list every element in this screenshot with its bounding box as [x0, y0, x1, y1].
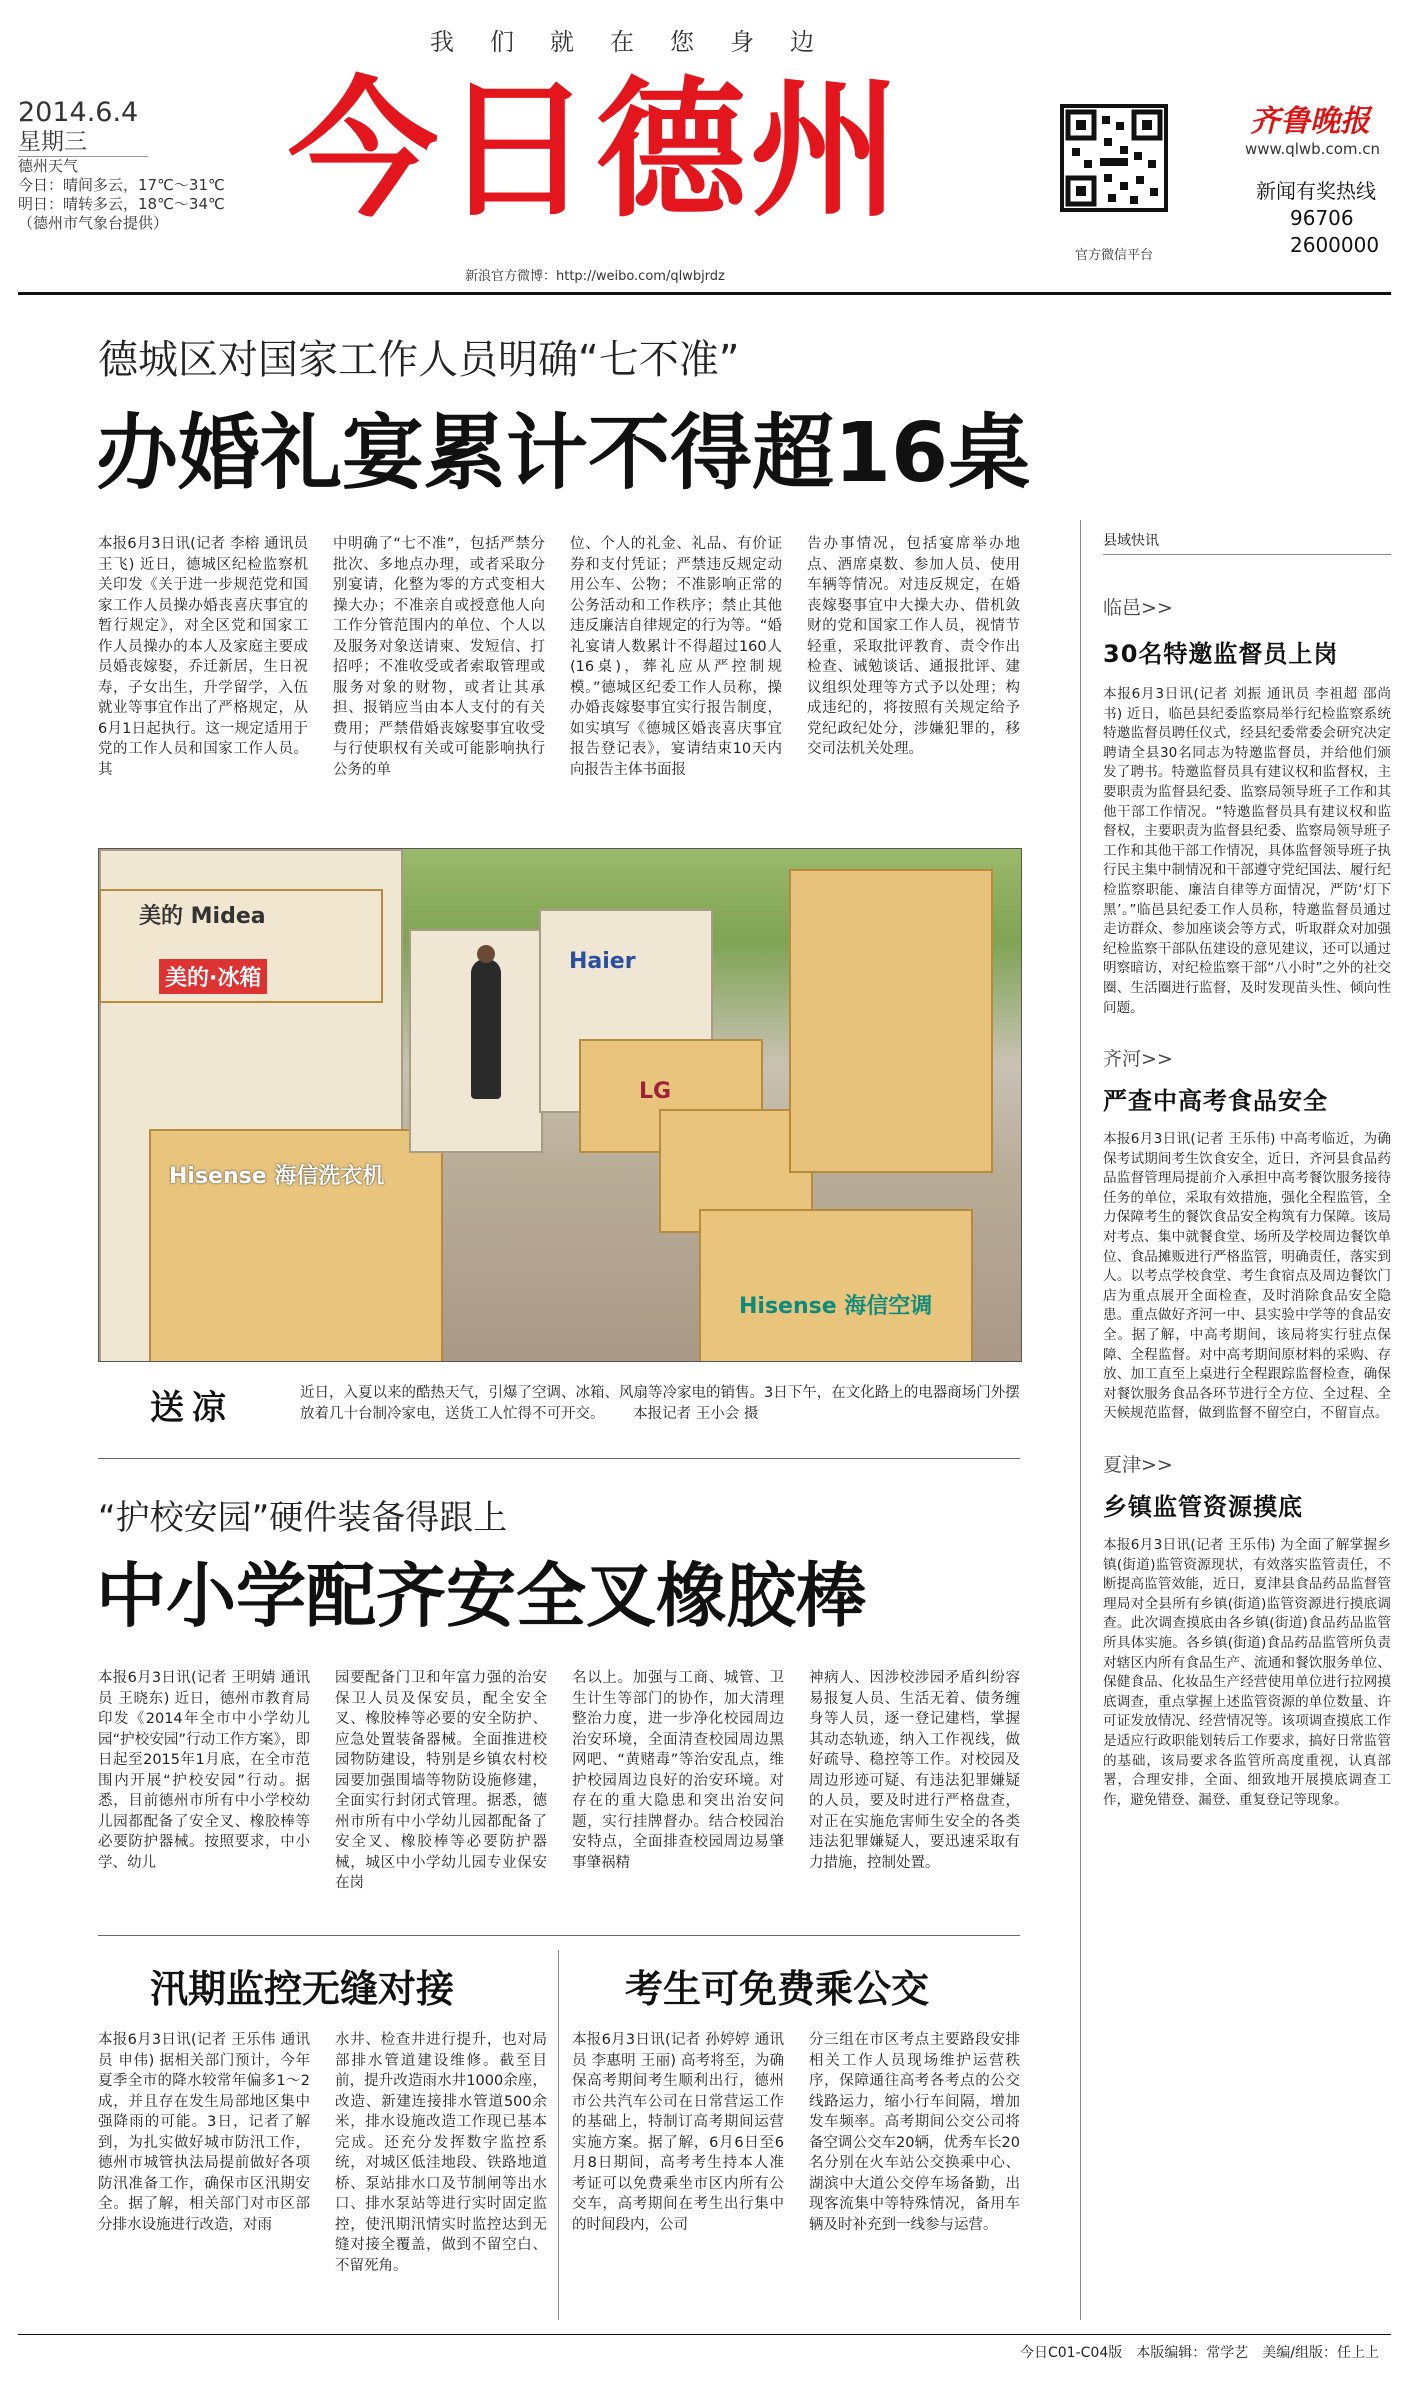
- photo-label-midea: 美的 Midea: [139, 904, 266, 929]
- lead-col-3: 位、个人的礼金、礼品、有价证券和支付凭证；严禁违反规定动用公车、公物；不准影响正常的公务活动和工作秩序；禁止其他违反廉洁自律规定的行为等。“婚礼宴请人数累计不得超过160人(16桌)，葬礼应从严控制规模。”德城区纪委工作人员称，操办婚丧嫁娶事宜实行报告制度，如实填写《德城区婚丧喜庆事宜报告登记表》，宴请结束10天内向报告主体书面报: [570, 536, 782, 778]
- brand-url[interactable]: www.qlwb.com.cn: [1245, 140, 1380, 158]
- hotline-number-1: 96706: [1290, 206, 1354, 230]
- second-col-2: 园要配备门卫和年富力强的治安保卫人员及保安员，配全安全叉、橡胶棒等必要的安全防护、应急处置装备器械。全面推进校园物防建设，特别是乡镇农村校园要加强围墙等物防设施修建，全面实行封闭式管理。据悉，德州市所有中小学幼儿园都配备了安全叉、橡胶棒等必要防护器械，城区中小学幼儿园专业保安在岗: [335, 1670, 547, 1891]
- masthead-divider: [18, 292, 1391, 295]
- exam-col-1: 本报6月3日讯(记者 孙婷婷 通讯员 李惠明 王丽) 高考将至，为确保高考期间考生顺利出行，德州市公共汽车公司在日常营运工作的基础上，特制订高考期间运营实施方案。据了解，6月6日至6月8日期间，高考考生持本人准考证可以免费乘坐市区内所有公交车，高考期间在考生出行集中的时间段内，公司: [572, 2032, 784, 2233]
- issue-date: 2014.6.4: [18, 97, 139, 128]
- flood-col-2: 水井、检查井进行提升，也对局部排水管道建设维修。截至目前，提升改造雨水井1000余座，改造、新建连接排水管道500余米，排水设施改造工作现已基本完成。还充分发挥数字监控系统，对城区低洼地段、铁路地道桥、泵站排水口及节制闸等出水口、排水泵站等进行实时固定监控，使汛期汛情实时监控达到无缝对接全覆盖，做到不留空白、不留死角。: [335, 2032, 547, 2274]
- lead-kicker: 德城区对国家工作人员明确“七不准”: [98, 337, 740, 383]
- second-col-3: 名以上。加强与工商、城管、卫生计生等部门的协作，加大清理整治力度，进一步净化校园周边治安环境，全面清查校园周边黑网吧、“黄赌毒”等治安乱点，维护校园周边良好的治安环境。对存在的重大隐患和突出治安问题，实行挂牌督办。结合校园治安特点，全面排查校园周边易肇事肇祸精: [572, 1670, 784, 1871]
- sidebar-place-xiajin: 夏津>>: [1103, 1454, 1173, 1476]
- sidebar-body-linyi: 本报6月3日讯(记者 刘振 通讯员 李祖超 邵尚书) 近日，临邑县纪委监察局举行纪检监察系统特邀监督员聘任仪式，经县纪委常委会研究决定聘请全县30名同志为特邀监督员，并给他们颁发了聘书。特邀监督员具有建议权和监督权，主要职责为监督县纪委、监察局领导班子工作和其他干部工作情况。“特邀监督员具有建议权和监督权，主要职责为监督县纪委、监察局领导班子工作和其他干部工作情况，具体监督领导班子执行民主集中制情况和干部遵守党纪国法、履行纪检监察职能、廉洁自律等方面情况，严防‘灯下黑’。”临邑县纪委工作人员称，特邀监督员通过走访群众、参加座谈会等方式，听取群众对加强纪检监察干部队伍建设的意见建议，还可以通过明察暗访，对纪检监察干部“八小时”之外的社交圈、生活圈进行监督，及时发现苗头性、倾向性问题。: [1103, 686, 1391, 1016]
- paper-title: 今日德州: [288, 62, 905, 238]
- second-headline: 中小学配齐安全叉橡胶棒: [96, 1555, 866, 1637]
- sidebar-body-qihe: 本报6月3日讯(记者 王乐伟) 中高考临近，为确保考试期间考生饮食安全，近日，齐河县食品药品监督管理局提前介入承担中高考餐饮服务接待任务的单位，采取有效措施，强化全程监管，全力保障考生的餐饮食品安全构筑有力保障。该局对考点、集中就餐食堂、场所及学校周边餐饮单位、食品摊贩进行严格监管，明确责任，落实到人。以考点学校食堂、考生食宿点及周边餐饮门店为重点展开全面检查，及时消除食品安全隐患。重点做好齐河一中、县实验中学等的食品安全。据了解，中高考期间，该局将实行驻点保障、全程监督。对中高考期间原材料的采购、存放、加工直至上桌进行全程跟踪监督检查，确保对餐饮服务食品各环节进行全方位、全过程、全天候规范监督，做到监督不留空白，不留盲点。: [1103, 1131, 1391, 1422]
- section-divider-2: [98, 1935, 1020, 1936]
- second-col-1: 本报6月3日讯(记者 王明婧 通讯员 王晓东) 近日，德州市教育局印发《2014年全市中小学幼儿园“护校安园”行动工作方案》，即日起至2015年1月底，在全市范围内开展“护校安园”行动。据悉，目前德州市所有中小学校幼儿园都配备了安全叉、橡胶棒等必要防护器械。按照要求，中小学、幼儿: [98, 1670, 310, 1871]
- sidebar-divider: [1080, 520, 1081, 2320]
- sidebar-tag: 县域快讯: [1103, 530, 1391, 555]
- masthead-slogan: 我们就在您身边: [430, 28, 850, 56]
- second-col-4: 神病人、因涉校涉园矛盾纠纷容易报复人员、生活无着、债务缠身等人员，逐一登记建档，掌握其动态轨迹，纳入工作视线，做好疏导、稳控等工作。对校园及周边形迹可疑、有违法犯罪嫌疑的人员，要及时进行严格盘查，对正在实施危害师生安全的各类违法犯罪嫌疑人，要迅速采取有力措施，控制处置。: [809, 1670, 1020, 1871]
- footer-credits: 今日C01-C04版 本版编辑：常学艺 美编/组版：任上上: [1020, 2345, 1379, 2361]
- lead-col-1: 本报6月3日讯(记者 李榕 通讯员 王飞) 近日，德城区纪检监察机关印发《关于进一步规范党和国家工作人员操办婚丧喜庆事宜的暂行规定》，对全区党和国家工作人员操办的本人及家庭主要成员婚丧嫁娶，乔迁新居，生日祝寿，子女出生，升学留学，入伍就业等事宜作出了严格规定，从6月1日起执行。这一规定适用于党的工作人员和国家工作人员。其: [98, 536, 308, 778]
- flood-col-1: 本报6月3日讯(记者 王乐伟 通讯员 申伟) 据相关部门预计，今年夏季全市的降水较常年偏多1～2成，并且存在发生局部地区集中强降雨的可能。3日，记者了解到，为扎实做好城市防汛工作，德州市城管执法局提前做好各项防汛准备工作，确保市区汛期安全。据了解，相关部门对市区部分排水设施进行改造，对雨: [98, 2032, 310, 2233]
- qr-code: [1060, 104, 1168, 212]
- footer-divider: [18, 2334, 1391, 2335]
- weather-today: 今日：晴间多云，17℃～31℃: [18, 176, 225, 194]
- photo-label-lg: LG: [639, 1079, 672, 1104]
- sidebar-body-xiajin: 本报6月3日讯(记者 王乐伟) 为全面了解掌握乡镇(街道)监管资源现状，有效落实监管责任，不断提高监管效能，近日，夏津县食品药品监督管理局对全县所有乡镇(街道)监管资源进行摸底调查。此次调查摸底由各乡镇(街道)食品药品监管所具体实施。各乡镇(街道)食品药品监管所负责对辖区内所有食品生产、流通和餐饮服务单位、保健食品、化妆品生产经营使用单位进行拉网摸底调查，重点掌握上述监管资源的单位数量、许可证发放情况、经营情况等。该项调查摸底工作是适应行政职能划转后工作要求，搞好日常监管的基础，该局要求各监管所高度重视，认真部署，合理安排，全面、细致地开展摸底调查工作，避免错登、漏登、重复登记等现象。: [1103, 1537, 1391, 1808]
- weather-source: （德州市气象台提供）: [18, 214, 169, 232]
- weibo-link[interactable]: 新浪官方微博：http://weibo.com/qlwbjrdz: [465, 269, 725, 284]
- brand-logo: 齐鲁晚报: [1250, 104, 1370, 139]
- photo-caption-text: 近日，入夏以来的酷热天气，引爆了空调、冰箱、风扇等冷家电的销售。3日下午，在文化路上的电器商场门外摆放着几十台制冷家电，送货工人忙得不可开交。: [300, 1385, 1020, 1422]
- lead-col-2: 中明确了“七不准”，包括严禁分批次、多地点办理，或者采取分别宴请，化整为零的方式变相大操大办；不准亲自或授意他人向工作分管范围内的单位、个人以及服务对象送请柬、发短信、打招呼；不准收受或者索取管理或服务对象的财物，或者让其承担、报销应当由本人支付的有关费用；严禁借婚丧嫁娶事宜收受与行使职权有关或可能影响执行公务的单: [333, 536, 545, 778]
- photo-caption: [300, 1383, 1020, 1425]
- photo-label-midea-fridge: 美的·冰箱: [159, 959, 267, 994]
- date-weather-box: [18, 98, 278, 233]
- exam-col-2: 分三组在市区考点主要路段安排相关工作人员现场维护运营秩序，保障通往高考各考点的公交线路运力，缩小行车间隔，增加发车频率。高考期间公交公司将备空调公交车20辆，优秀车长20名分别在火车站公交换乘中心、湖滨中大道公交停车场备勤，出现客流集中等特殊情况，备用车辆及时补充到一线参与运营。: [809, 2032, 1020, 2233]
- photo-credit: 本报记者 王小会 摄: [633, 1406, 759, 1422]
- sidebar-place-linyi: 临邑>>: [1103, 597, 1173, 619]
- lead-col-4: 告办事情况，包括宴席举办地点、酒席桌数、参加人员、使用车辆等情况。对违反规定，在婚丧嫁娶事宜中大操大办、借机敛财的党和国家工作人员，视情节轻重，采取批评教育、责令作出检查、诫勉谈话、通报批评、建议组织处理等方式予以处理；构成违纪的，将按照有关规定给予党纪政纪处分，涉嫌犯罪的，移交司法机关处理。: [807, 536, 1020, 757]
- section-divider-1: [98, 1458, 1020, 1459]
- qr-caption: 官方微信平台: [1075, 248, 1154, 263]
- weather-tomorrow: 明日：晴转多云，18℃～34℃: [18, 195, 225, 213]
- sidebar-title-linyi: 30名特邀监督员上岗: [1103, 640, 1339, 668]
- sidebar-place-qihe: 齐河>>: [1103, 1048, 1173, 1071]
- weather-title: 德州天气: [18, 157, 79, 175]
- hotline-box: [1256, 178, 1379, 259]
- lead-headline: 办婚礼宴累计不得超16桌: [96, 406, 1031, 501]
- exam-headline: 考生可免费乘公交: [625, 1967, 930, 2011]
- sidebar-title-xiajin: 乡镇监管资源摸底: [1103, 1493, 1303, 1521]
- photo-label-haier: Haier: [569, 949, 636, 974]
- qr-code-icon: [1064, 108, 1164, 208]
- bottom-column-divider: [558, 1950, 559, 2320]
- hotline-label: 新闻有奖热线: [1256, 179, 1376, 203]
- sidebar: [1103, 530, 1391, 1810]
- photo-title: 送凉: [150, 1388, 234, 1428]
- photo-label-hisense-washer: Hisense 海信洗衣机: [169, 1164, 385, 1189]
- issue-weekday: 星期三: [18, 128, 148, 157]
- hotline-number-2: 2600000: [1290, 233, 1380, 257]
- second-kicker: “护校安园”硬件装备得跟上: [98, 1498, 508, 1538]
- sidebar-title-qihe: 严查中高考食品安全: [1103, 1087, 1328, 1116]
- flood-headline: 汛期监控无缝对接: [150, 1967, 455, 2011]
- news-photo: [98, 848, 1022, 1362]
- photo-label-hisense-ac: Hisense 海信空调: [739, 1294, 933, 1319]
